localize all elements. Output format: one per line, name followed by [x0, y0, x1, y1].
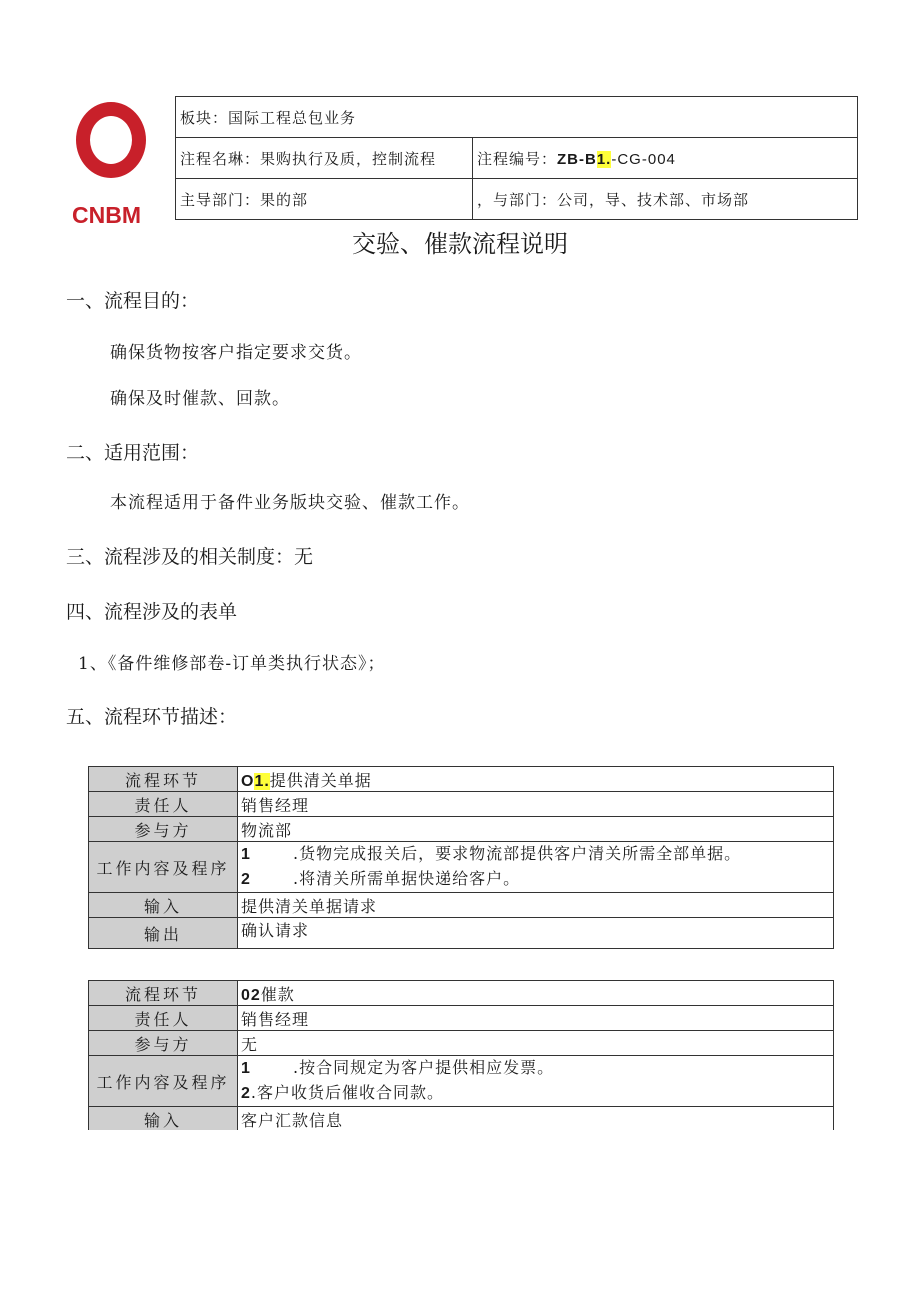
participant-value: 无	[238, 1031, 834, 1056]
owner-value: 销售经理	[238, 792, 834, 817]
table-row	[89, 918, 834, 949]
header-participant-dept: ，与部门：公司，导、技术部、市场部	[473, 179, 858, 220]
label-content: 工作内容及程序	[89, 842, 238, 893]
logo-text: CNBM	[72, 202, 141, 228]
section-steps: 五、流程环节描述：	[66, 706, 238, 728]
section-purpose: 一、流程目的：	[66, 290, 200, 312]
table-row	[89, 1056, 834, 1107]
page-title: 交验、催款流程说明	[352, 230, 568, 258]
label-step: 流程环节	[89, 767, 238, 792]
header-block: 板块：国际工程总包业务	[176, 97, 858, 138]
section-forms: 四、流程涉及的表单	[66, 601, 238, 623]
label-owner: 责任人	[89, 1006, 238, 1031]
scope-text: 本流程适用于备件业务版块交验、催款工作。	[110, 493, 470, 513]
table-row	[89, 1006, 834, 1031]
logo-ring-icon	[76, 102, 146, 178]
header-process-name: 注程名琳：果购执行及质，控制流程	[176, 138, 473, 179]
cnbm-logo	[70, 96, 160, 236]
label-output: 输出	[89, 918, 238, 949]
label-content: 工作内容及程序	[89, 1056, 238, 1107]
forms-item-1: 1、《备件维修部卷-订单类执行状态》；	[78, 654, 386, 674]
owner-value: 销售经理	[238, 1006, 834, 1031]
participant-value: 物流部	[238, 817, 834, 842]
step-value: 02催款	[238, 981, 834, 1006]
table-row	[89, 817, 834, 842]
table-row	[89, 893, 834, 918]
header-process-code: 注程编号：ZB-B1.-CG-004	[473, 138, 858, 179]
label-participant: 参与方	[89, 1031, 238, 1056]
header-table	[175, 96, 858, 220]
label-owner: 责任人	[89, 792, 238, 817]
header-lead-dept: 主导部门：果的部	[176, 179, 473, 220]
label-input: 输入	[89, 1107, 238, 1132]
section-regulations: 三、流程涉及的相关制度：无	[66, 546, 314, 568]
table-row	[89, 842, 834, 893]
step-table-01	[88, 766, 834, 949]
output-value: 确认请求	[238, 918, 834, 949]
table-row	[89, 1107, 834, 1132]
input-value: 提供清关单据请求	[238, 893, 834, 918]
section-scope: 二、适用范围：	[66, 442, 200, 464]
content-value: 1 .按合同规定为客户提供相应发票。 2.客户收货后催收合同款。	[238, 1056, 834, 1107]
step-table-02	[88, 980, 834, 1132]
table-row	[89, 767, 834, 792]
table-row	[89, 981, 834, 1006]
purpose-item-2: 确保及时催款、回款。	[110, 389, 290, 409]
table-row	[89, 1031, 834, 1056]
page-crop-mask	[0, 1130, 920, 1301]
table-row	[89, 792, 834, 817]
label-input: 输入	[89, 893, 238, 918]
input-value: 客户汇款信息	[238, 1107, 834, 1132]
label-step: 流程环节	[89, 981, 238, 1006]
content-value: 1 .货物完成报关后，要求物流部提供客户清关所需全部单据。 2 .将清关所需单据快递给客户。	[238, 842, 834, 893]
purpose-item-1: 确保货物按客户指定要求交货。	[110, 343, 362, 363]
step-value: O1.提供清关单据	[238, 767, 834, 792]
label-participant: 参与方	[89, 817, 238, 842]
